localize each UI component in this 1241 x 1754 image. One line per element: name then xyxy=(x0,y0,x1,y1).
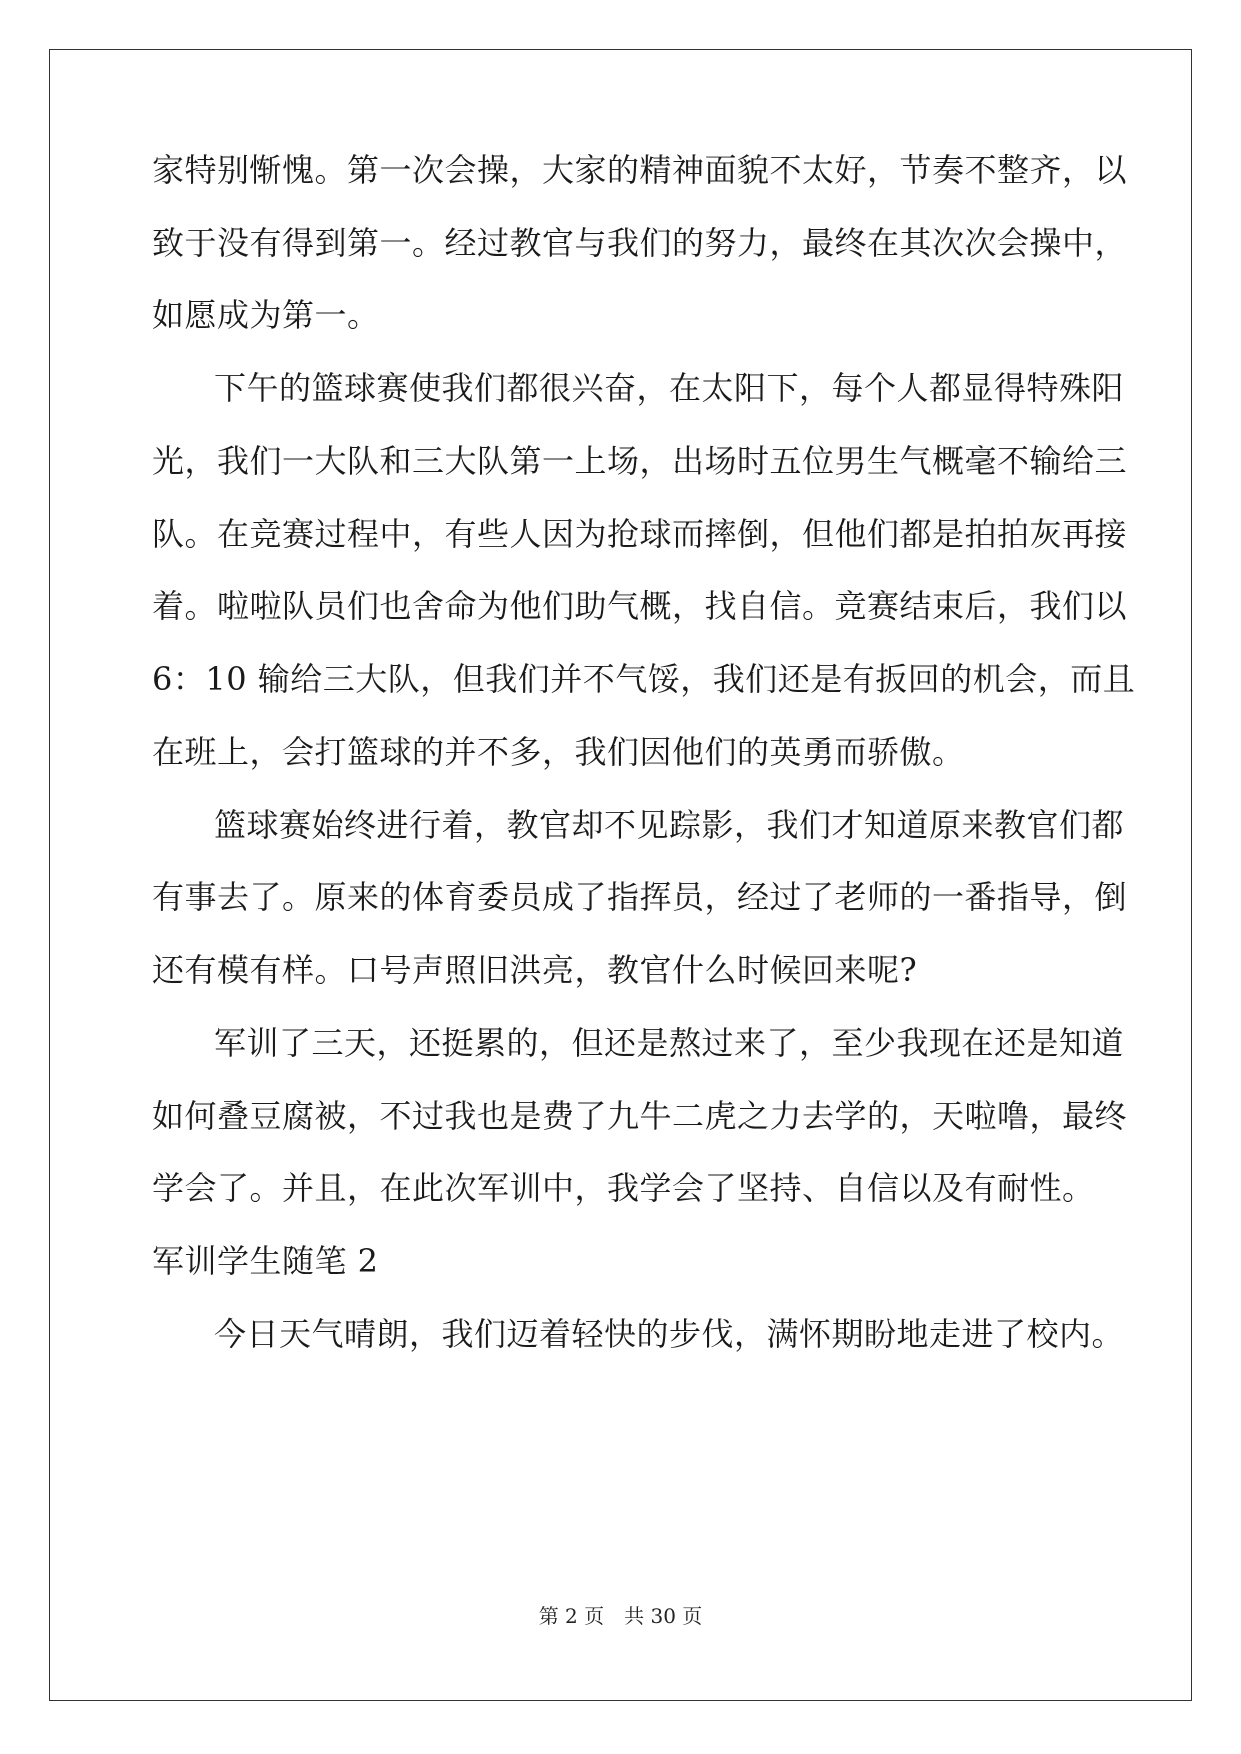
paragraph-line: 篮球赛始终进行着，教官却不见踪影，我们才知道原来教官们都 xyxy=(214,806,1125,844)
paragraph-line: 下午的篮球赛使我们都很兴奋，在太阳下，每个人都显得特殊阳 xyxy=(214,369,1125,407)
paragraph-line: 光，我们一大队和三大队第一上场，出场时五位男生气概毫不输给三 xyxy=(152,442,1128,480)
paragraph-line: 6：10 输给三大队，但我们并不气馁，我们还是有扳回的机会，而且 xyxy=(152,660,1136,698)
paragraph-line: 着。啦啦队员们也舍命为他们助气概，找自信。竞赛结束后，我们以 xyxy=(152,587,1128,625)
page-total: 共 30 页 xyxy=(624,1604,703,1628)
paragraph-line: 有事去了。原来的体育委员成了指挥员，经过了老师的一番指导，倒 xyxy=(152,878,1128,916)
paragraph-line: 今日天气晴朗，我们迈着轻快的步伐，满怀期盼地走进了校内。 xyxy=(214,1315,1125,1353)
page-footer xyxy=(0,1604,1241,1628)
paragraph-line: 军训了三天，还挺累的，但还是熬过来了，至少我现在还是知道 xyxy=(214,1024,1125,1062)
paragraph-line: 家特别惭愧。第一次会操，大家的精神面貌不太好，节奏不整齐，以 xyxy=(152,151,1128,189)
paragraph-line: 在班上，会打篮球的并不多，我们因他们的英勇而骄傲。 xyxy=(152,733,965,771)
paragraph-line: 致于没有得到第一。经过教官与我们的努力，最终在其次次会操中， xyxy=(152,224,1128,262)
paragraph-line: 还有模有样。口号声照旧洪亮，教官什么时候回来呢? xyxy=(152,951,918,989)
paragraph-line: 如愿成为第一。 xyxy=(152,296,380,334)
paragraph-line: 如何叠豆腐被，不过我也是费了九牛二虎之力去学的，天啦噜，最终 xyxy=(152,1097,1128,1135)
paragraph-line: 学会了。并且，在此次军训中，我学会了坚持、自信以及有耐性。 xyxy=(152,1169,1095,1207)
paragraph-line: 队。在竞赛过程中，有些人因为抢球而摔倒，但他们都是拍拍灰再接 xyxy=(152,515,1128,553)
section-heading: 军训学生随笔 2 xyxy=(152,1242,379,1280)
page-number: 第 2 页 xyxy=(538,1604,605,1628)
